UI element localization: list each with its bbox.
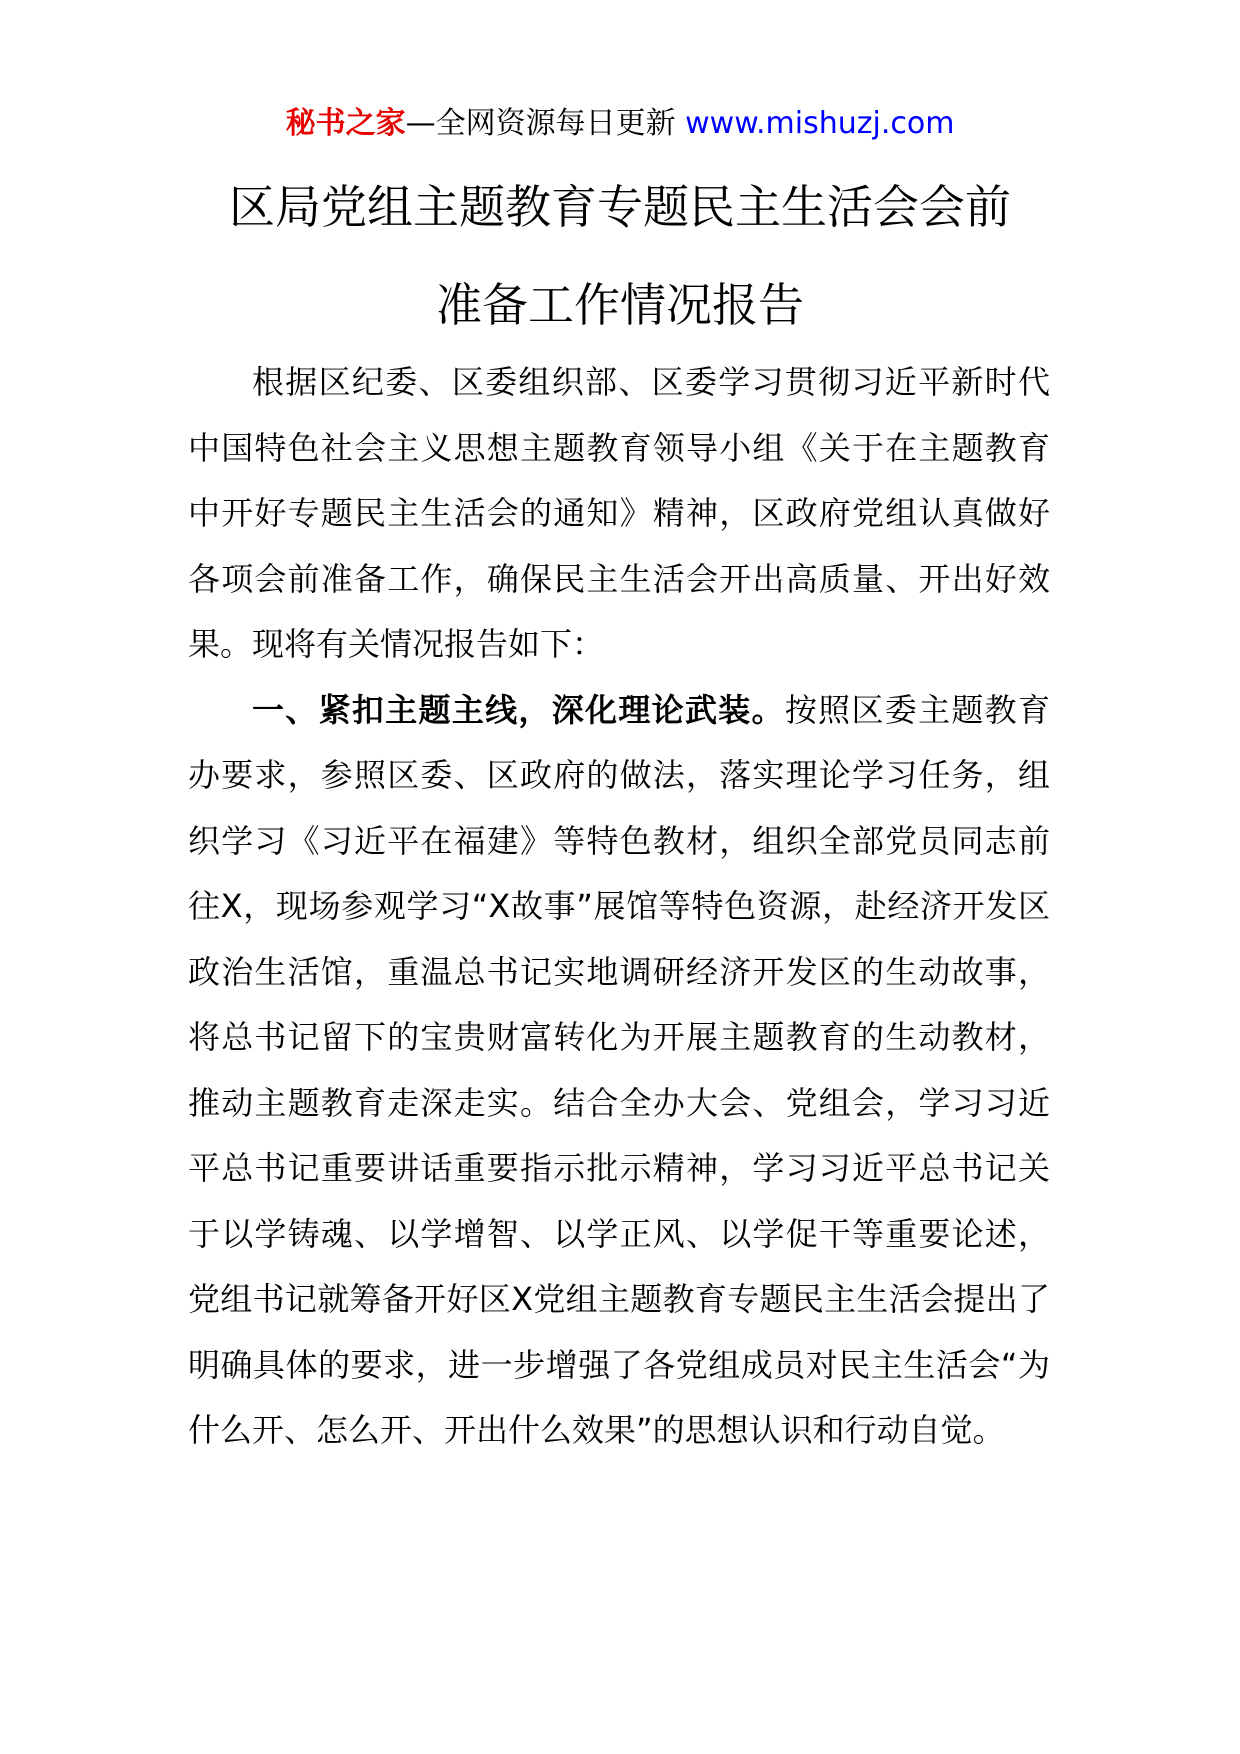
- title-line-1: 区局党组主题教育专题民主生活会会前: [229, 180, 1011, 234]
- watermark-slogan: —全网资源每日更新: [405, 106, 676, 141]
- site-watermark: [0, 102, 1240, 146]
- document-title: [150, 158, 1090, 354]
- watermark-url[interactable]: www.mishuzj.com: [685, 106, 955, 141]
- watermark-brand: 秘书之家: [285, 106, 406, 141]
- intro-paragraph: 根据区纪委、区委组织部、区委学习贯彻习近平新时代中国特色社会主义思想主题教育领导小组《关于在主题教育中开好专题民主生活会的通知》精神，区政府党组认真做好各项会前准备工作，确保民主生活会开出高质量、开出好效果。现将有关情况报告如下：: [188, 363, 1050, 663]
- section-1-paragraph: [188, 678, 1050, 1464]
- section-1-body: 按照区委主题教育办要求，参照区委、区政府的做法，落实理论学习任务，组织学习《习近平在福建》等特色教材，组织全部党员同志前往X，现场参观学习“X故事”展馆等特色资源，赴经济开发区政治生活馆，重温总书记实地调研经济开发区的生动故事，将总书记留下的宝贵财富转化为开展主题教育的生动教材，推动主题教育走深走实。结合全办大会、党组会，学习习近平总书记重要讲话重要指示批示精神，学习习近平总书记关于以学铸魂、以学增智、以学正风、以学促干等重要论述，党组书记就筹备开好区X党组主题教育专题民主生活会提出了明确具体的要求，进一步增强了各党组成员对民主生活会“为什么开、怎么开、开出什么效果”的思想认识和行动自觉。: [188, 690, 1050, 1449]
- section-1-heading: 一、紧扣主题主线，深化理论武装。: [252, 690, 785, 729]
- title-line-2: 准备工作情况报告: [436, 278, 804, 332]
- document-body: [188, 350, 1050, 1464]
